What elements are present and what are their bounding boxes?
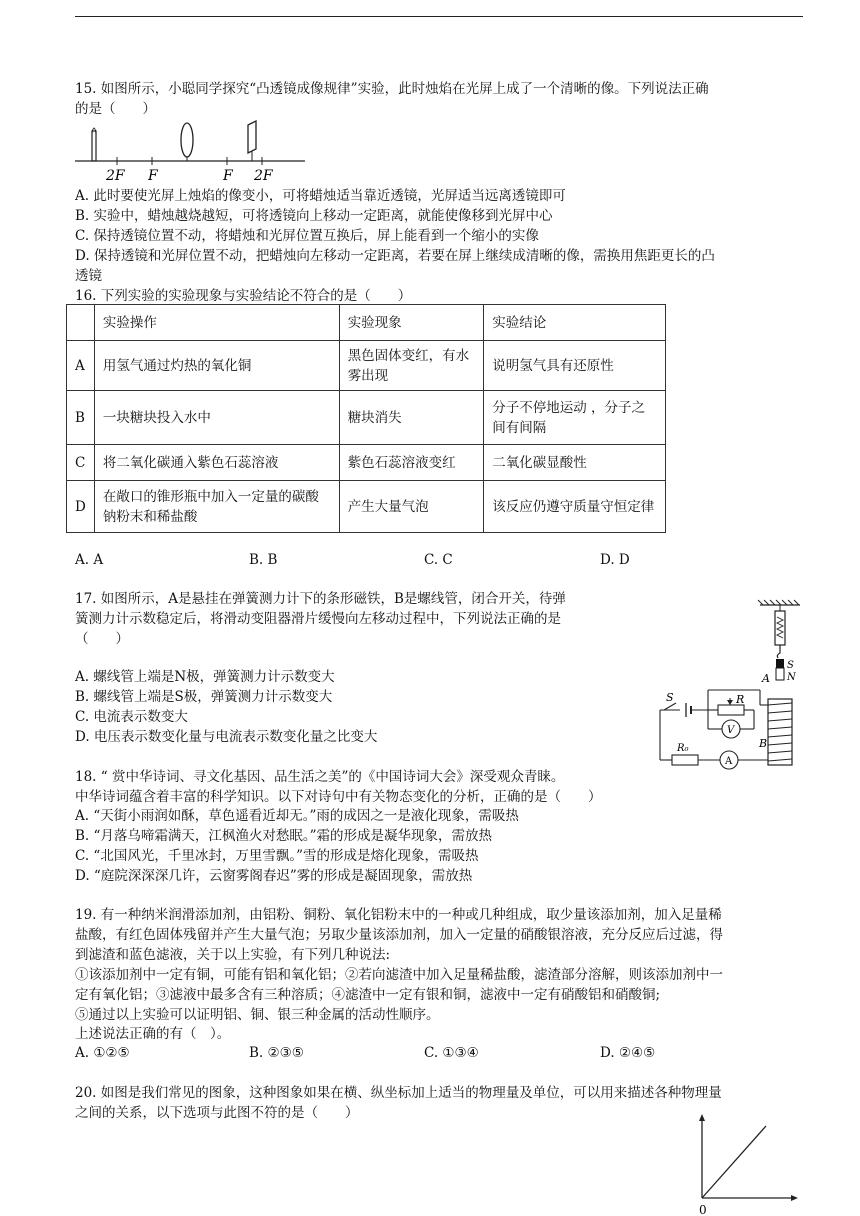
q16-stem: 16. 下列实验的实验现象与实验结论不符合的是（ ） (75, 288, 412, 304)
svg-text:A: A (725, 756, 733, 767)
origin-label: 0 (699, 1203, 707, 1216)
q16-option-a: A. A (75, 552, 104, 568)
q19-line3: 到滤渣和蓝色滤液，关于以上实验，有下列几种说法: (75, 947, 391, 963)
q19-option-d: D. ②④⑤ (600, 1045, 656, 1061)
q17-stem-line2: 簧测力计示数稳定后，将滑动变阻器滑片缓慢向左移动过程中，下列说法正确的是 (75, 611, 561, 627)
q17-option-c: C. 电流表示数变大 (75, 709, 188, 725)
q15-option-b: B. 实验中，蜡烛越烧越短，可将透镜向上移动一定距离，就能使像移到光屏中心 (75, 208, 553, 224)
q15-stem-line2: 的是（ ） (75, 101, 156, 117)
header-cell: 实验操作 (94, 305, 339, 341)
magnet-n-end (776, 668, 784, 680)
svg-text:N: N (787, 672, 796, 683)
q15-lens-diagram (70, 115, 315, 185)
lens-shape (181, 123, 193, 157)
q17-option-a: A. 螺线管上端是N极，弹簧测力计示数变大 (75, 669, 335, 685)
x-axis-arrow (791, 1195, 798, 1201)
q19-line6: ⑤通过以上实验可以证明铝、铜、银三种金属的活动性顺序。 (75, 1007, 440, 1023)
table-cell: 在敞口的锥形瓶中加入一定量的碳酸钠粉末和稀盐酸 (94, 481, 339, 533)
q17-option-d: D. 电压表示数变化量与电流表示数变化量之比变大 (75, 729, 378, 745)
solenoid (768, 699, 792, 765)
q19-line4: ①该添加剂中一定有铜，可能有铝和氧化铝；②若向滤渣中加入足量稀盐酸，滤渣部分溶解，则该添加剂中一 (75, 967, 723, 983)
svg-text:R: R (736, 693, 745, 706)
q20-linear-graph (690, 1112, 805, 1216)
q15-label-f-right: F (223, 168, 233, 184)
q15-label-f-left: F (148, 168, 158, 184)
header-cell: 实验现象 (339, 305, 484, 341)
svg-text:R₀: R₀ (677, 743, 689, 754)
candle-shape (92, 131, 96, 161)
q16-option-b: B. B (249, 552, 278, 568)
q17-stem-line1: 17. 如图所示，A是悬挂在弹簧测力计下的条形磁铁，B是螺线管，闭合开关，待弹 (75, 591, 566, 607)
q18-stem-line2: 中华诗词蕴含着丰富的科学知识。以下对诗句中有关物态变化的分析，正确的是（ ） (75, 789, 602, 805)
q20-stem-line1: 20. 如图是我们常见的图象，这种图象如果在横、纵坐标加上适当的物理量及单位，可以用来描述各种物理量 (75, 1085, 722, 1101)
table-cell: 将二氧化碳通入紫色石蕊溶液 (94, 445, 339, 481)
table-row (67, 481, 666, 533)
row-label: C (67, 445, 95, 481)
q18-option-a: A. “天街小雨润如酥，草色遥看近却无。”雨的成因之一是液化现象，需吸热 (75, 808, 519, 824)
q17-circuit-diagram (650, 595, 810, 775)
svg-text:V: V (727, 725, 735, 736)
q16-option-c: C. C (424, 552, 453, 568)
q15-stem-line1: 15. 如图所示，小聪同学探究“凸透镜成像规律”实验，此时烛焰在光屏上成了一个清晰的像。下列说法正确 (75, 81, 709, 97)
q18-stem-line1: 18. “ 赏中华诗词、寻文化基因、品生活之美”的《中国诗词大会》深受观众青睐。 (75, 769, 565, 785)
q18-option-b: B. “月落乌啼霜满天，江枫渔火对愁眠。”霜的形成是凝华现象，需放热 (75, 828, 493, 844)
table-cell: 分子不停地运动 ，分子之间有间隔 (484, 391, 666, 445)
header-cell: 实验结论 (484, 305, 666, 341)
table-cell: 黑色固体变红，有水雾出现 (339, 341, 484, 391)
resistor-r0 (672, 755, 698, 765)
q18-option-c: C. “北国风光，千里冰封，万里雪飘。”雪的形成是熔化现象，需吸热 (75, 848, 479, 864)
table-cell: 产生大量气泡 (339, 481, 484, 533)
page-top-rule (75, 16, 803, 17)
q19-option-c: C. ①③④ (424, 1045, 479, 1061)
row-label: A (67, 341, 95, 391)
table-cell: 紫色石蕊溶液变红 (339, 445, 484, 481)
q19-line2: 盐酸，有红色固体残留并产生大量气泡；另取少量该添加剂，加入一定量的硝酸银溶液，充分反应后过滤，得 (75, 927, 723, 943)
q19-option-b: B. ②③⑤ (249, 1045, 304, 1061)
q19-line1: 19. 有一种纳米润滑添加剂，由铝粉、铜粉、氧化铝粉末中的一种或几种组成，取少量该添加剂，加入足量稀 (75, 907, 722, 923)
q17-option-b: B. 螺线管上端是S极，弹簧测力计示数变大 (75, 689, 333, 705)
q18-option-d: D. “庭院深深深几许，云窗雾阁春迟”雾的形成是凝固现象，需放热 (75, 868, 473, 884)
table-cell: 用氢气通过灼热的氧化铜 (94, 341, 339, 391)
q17-stem-line3: （ ） (75, 631, 129, 647)
q19-option-a: A. ①②⑤ (75, 1045, 130, 1061)
q15-option-c: C. 保持透镜位置不动，将蜡烛和光屏位置互换后，屏上能看到一个缩小的实像 (75, 228, 539, 244)
header-cell (67, 305, 95, 341)
q16-option-d: D. D (600, 552, 630, 568)
q16-table (66, 304, 666, 533)
q15-option-a: A. 此时要使光屏上烛焰的像变小，可将蜡烛适当靠近透镜，光屏适当远离透镜即可 (75, 188, 566, 204)
q15-option-d: D. 保持透镜和光屏位置不动，把蜡烛向左移动一定距离，若要在屏上继续成清晰的像，需换用焦距更长的凸 (75, 248, 715, 264)
svg-text:S: S (787, 660, 794, 671)
table-row (67, 445, 666, 481)
svg-text:B: B (759, 737, 768, 750)
table-cell: 糖块消失 (339, 391, 484, 445)
table-row (67, 341, 666, 391)
q20-stem-line2: 之间的关系，以下选项与此图不符的是（ ） (75, 1105, 359, 1121)
magnet-s-end (776, 659, 784, 668)
y-axis-arrow (699, 1114, 705, 1121)
q19-line7: 上述说法正确的有（ ）。 (75, 1026, 231, 1042)
screen-shape (248, 121, 256, 153)
table-header-row (67, 305, 666, 341)
row-label: B (67, 391, 95, 445)
q15-label-2f-left: 2F (106, 168, 125, 184)
svg-text:A: A (762, 672, 770, 685)
table-cell: 说明氢气具有还原性 (484, 341, 666, 391)
switch-s (664, 703, 676, 710)
q19-line5: 定有氧化铝；③滤液中最多含有三种溶质；④滤渣中一定有银和铜，滤液中一定有硝酸铝和硝酸铜; (75, 987, 661, 1003)
rheostat-r (718, 705, 744, 715)
svg-text:S: S (666, 691, 674, 704)
table-row (67, 391, 666, 445)
row-label: D (67, 481, 95, 533)
graph-line (702, 1126, 766, 1198)
q15-option-d-cont: 透镜 (75, 268, 102, 284)
table-cell: 一块糖块投入水中 (94, 391, 339, 445)
table-cell: 该反应仍遵守质量守恒定律 (484, 481, 666, 533)
table-cell: 二氧化碳显酸性 (484, 445, 666, 481)
q15-label-2f-right: 2F (254, 168, 273, 184)
